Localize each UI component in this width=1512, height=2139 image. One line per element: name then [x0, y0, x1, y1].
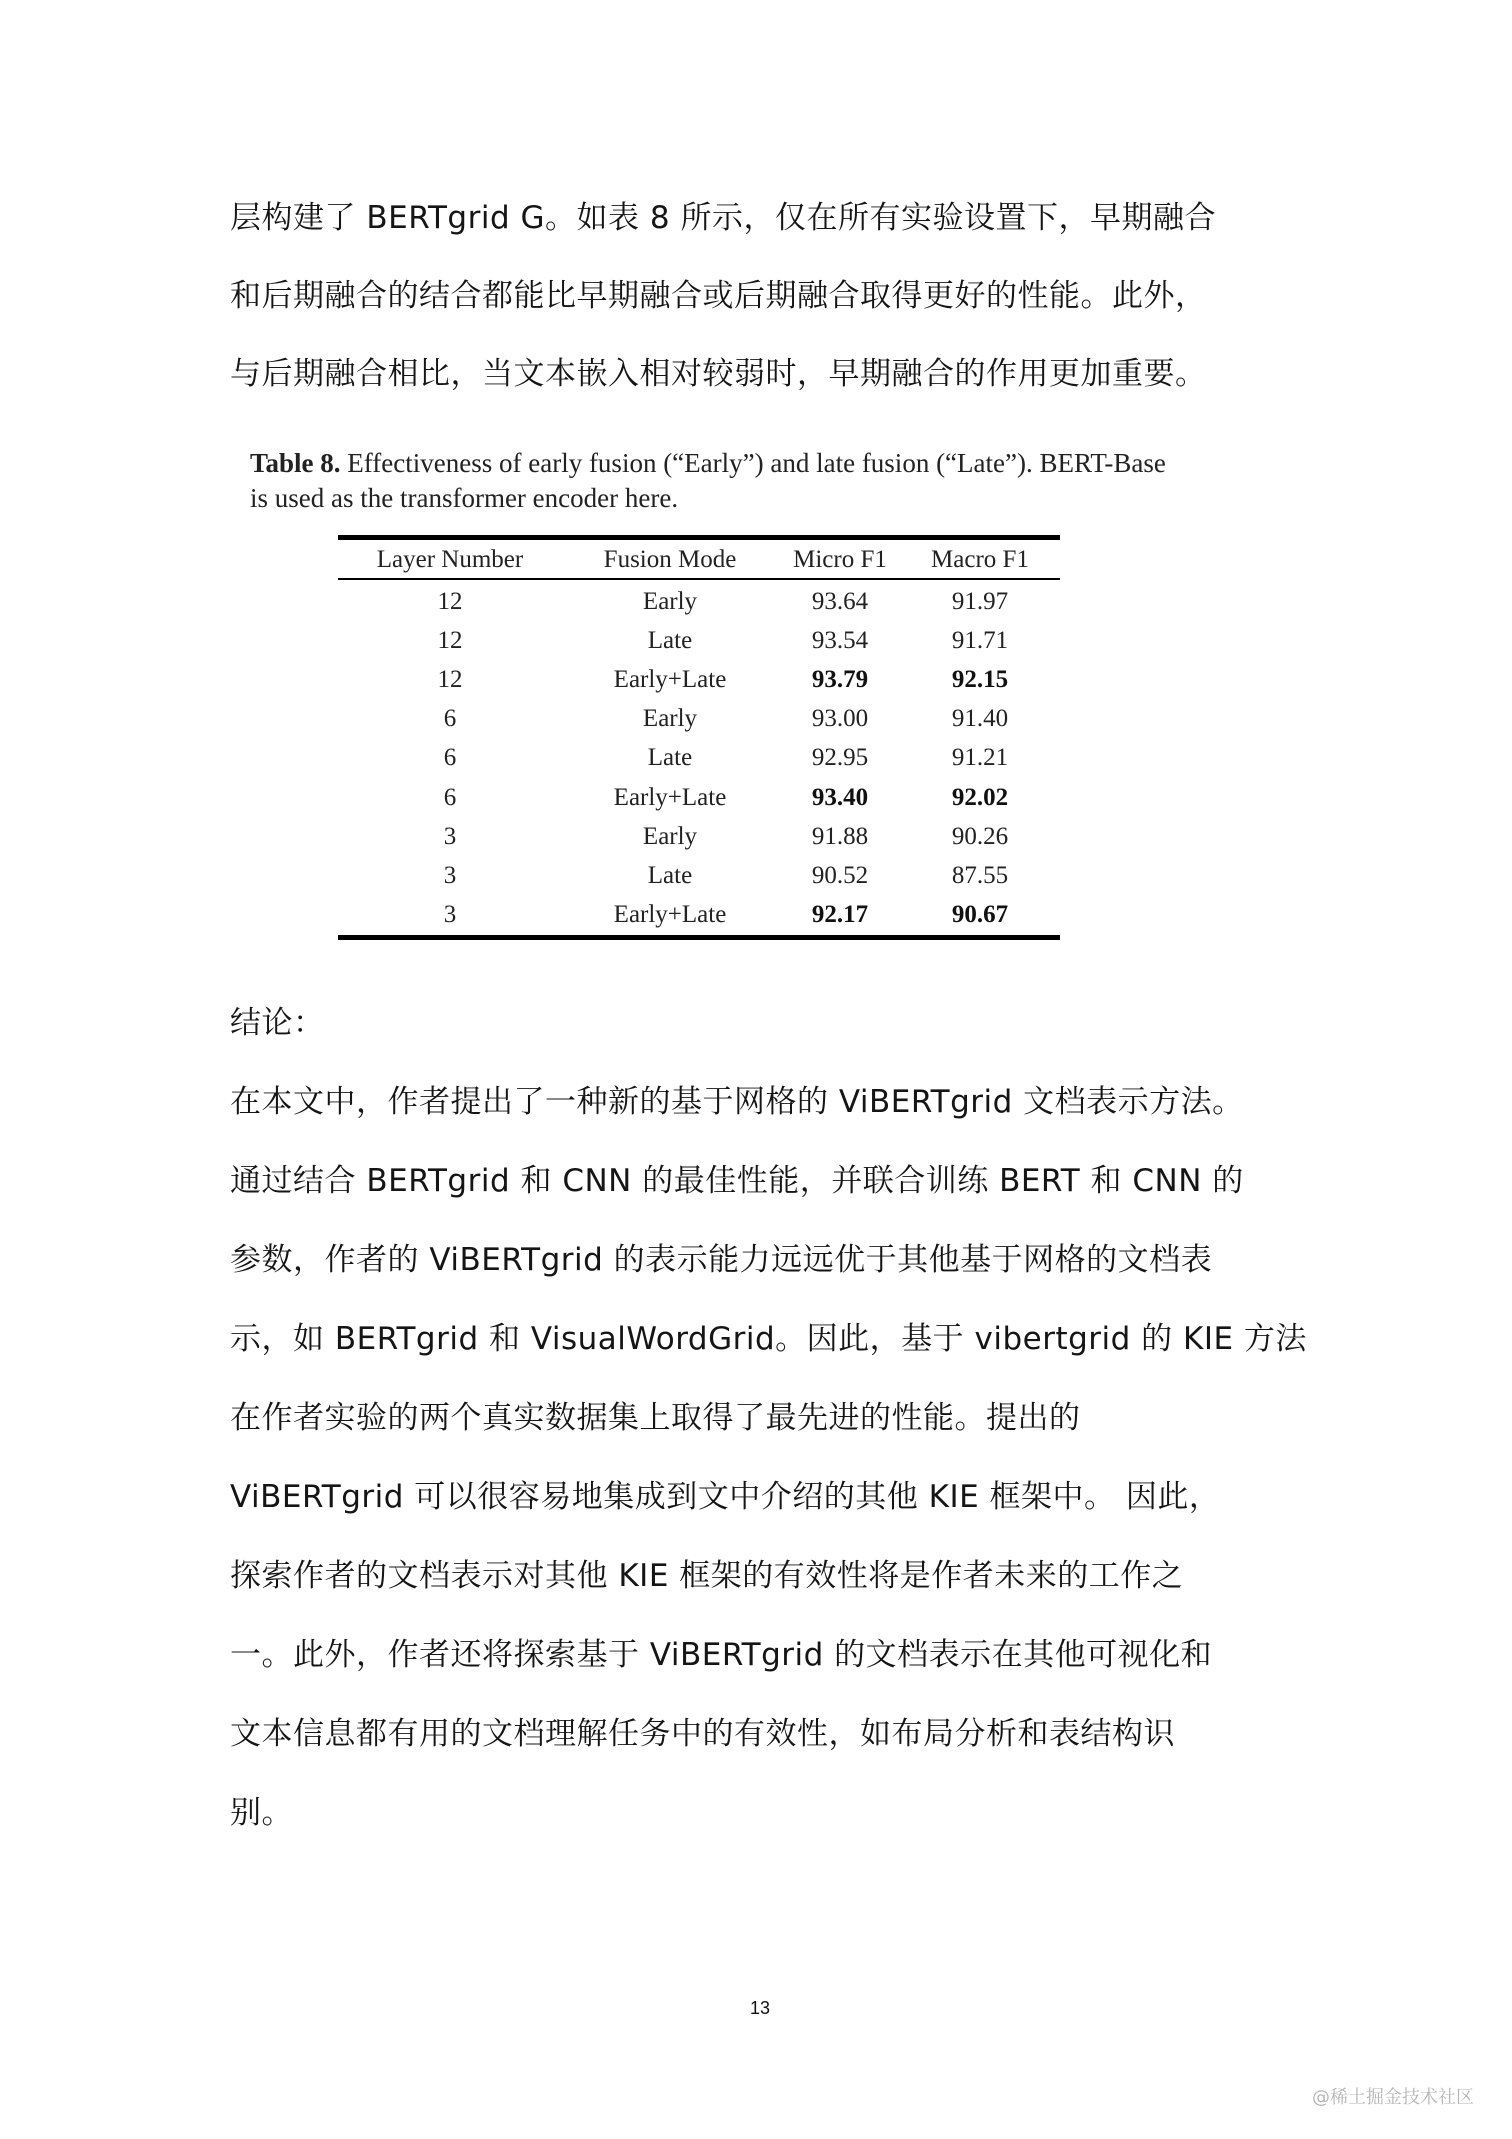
cell-macro-f1: 90.26 — [951, 823, 1009, 850]
cell-fusion-mode: Early+Late — [613, 666, 727, 693]
cell-layer-number: 3 — [443, 862, 457, 889]
cell-layer-number: 12 — [437, 627, 463, 654]
conclusion-line: 一。此外，作者还将探索基于 ViBERTgrid 的文档表示在其他可视化和 — [230, 1637, 1213, 1673]
conclusion-line: 在本文中，作者提出了一种新的基于网格的 ViBERTgrid 文档表示方法。 — [230, 1084, 1244, 1120]
conclusion-line: 探索作者的文档表示对其他 KIE 框架的有效性将是作者未来的工作之 — [230, 1558, 1184, 1594]
cell-layer-number: 12 — [437, 588, 463, 615]
conclusion-line: ViBERTgrid 可以很容易地集成到文中介绍的其他 KIE 框架中。 因此， — [230, 1479, 1221, 1515]
cell-fusion-mode: Late — [647, 744, 693, 771]
cell-micro-f1: 93.54 — [811, 627, 869, 654]
table-bottom-rule — [338, 935, 1060, 940]
header-fusion-mode: Fusion Mode — [603, 546, 737, 573]
cell-fusion-mode: Early+Late — [613, 784, 727, 811]
conclusion-line: 通过结合 BERTgrid 和 CNN 的最佳性能，并联合训练 BERT 和 CNN 的 — [230, 1163, 1244, 1199]
page-number: 13 — [749, 1998, 771, 2018]
conclusion-line: 在作者实验的两个真实数据集上取得了最先进的性能。提出的 — [230, 1400, 1081, 1436]
cell-layer-number: 3 — [443, 901, 457, 928]
cell-fusion-mode: Early — [642, 588, 698, 615]
intro-line-3: 与后期融合相比，当文本嵌入相对较弱时，早期融合的作用更加重要。 — [230, 356, 1207, 392]
cell-layer-number: 3 — [443, 823, 457, 850]
cell-fusion-mode: Early — [642, 823, 698, 850]
cell-layer-number: 6 — [443, 744, 457, 771]
conclusion-line: 示，如 BERTgrid 和 VisualWordGrid。因此，基于 vibertgrid 的 KIE 方法 — [230, 1321, 1307, 1357]
intro-line-2: 和后期融合的结合都能比早期融合或后期融合取得更好的性能。此外， — [230, 278, 1207, 314]
table-top-rule — [338, 535, 1060, 540]
cell-micro-f1: 93.00 — [811, 705, 869, 732]
cell-layer-number: 12 — [437, 666, 463, 693]
conclusion-line: 文本信息都有用的文档理解任务中的有效性，如布局分析和表结构识 — [230, 1716, 1175, 1752]
table-caption — [250, 446, 1290, 481]
watermark: @稀土掘金技术社区 — [1312, 2087, 1474, 2108]
cell-fusion-mode: Late — [647, 862, 693, 889]
header-macro-f1: Macro F1 — [931, 546, 1029, 573]
cell-micro-f1: 92.95 — [811, 744, 869, 771]
cell-micro-f1: 93.64 — [811, 588, 869, 615]
table-caption-label: Table 8. — [250, 448, 341, 478]
cell-macro-f1: 91.97 — [951, 588, 1009, 615]
cell-layer-number: 6 — [443, 705, 457, 732]
cell-micro-f1: 93.40 — [811, 784, 869, 811]
cell-fusion-mode: Early+Late — [613, 901, 727, 928]
cell-layer-number: 6 — [443, 784, 457, 811]
cell-micro-f1: 93.79 — [811, 666, 869, 693]
table-header-rule — [338, 578, 1060, 580]
cell-fusion-mode: Late — [647, 627, 693, 654]
header-micro-f1: Micro F1 — [793, 546, 887, 573]
intro-line-1: 层构建了 BERTgrid G。如表 8 所示，仅在所有实验设置下，早期融合 — [230, 200, 1216, 236]
cell-macro-f1: 92.15 — [951, 666, 1009, 693]
table-caption-text-1: Effectiveness of early fusion (“Early”) and late fusion (“Late”). BERT-Base — [340, 448, 1166, 478]
cell-macro-f1: 91.21 — [951, 744, 1009, 771]
table-caption-line-2: is used as the transformer encoder here. — [250, 483, 679, 513]
cell-macro-f1: 92.02 — [951, 784, 1009, 811]
cell-macro-f1: 91.40 — [951, 705, 1009, 732]
cell-micro-f1: 90.52 — [811, 862, 869, 889]
conclusion-heading: 结论： — [230, 1005, 325, 1041]
conclusion-line: 别。 — [230, 1795, 293, 1831]
header-layer-number: Layer Number — [376, 546, 524, 573]
cell-macro-f1: 90.67 — [951, 901, 1009, 928]
cell-macro-f1: 91.71 — [951, 627, 1009, 654]
cell-micro-f1: 92.17 — [811, 901, 869, 928]
cell-micro-f1: 91.88 — [811, 823, 869, 850]
conclusion-line: 参数，作者的 ViBERTgrid 的表示能力远远优于其他基于网格的文档表 — [230, 1242, 1213, 1278]
cell-fusion-mode: Early — [642, 705, 698, 732]
cell-macro-f1: 87.55 — [951, 862, 1009, 889]
